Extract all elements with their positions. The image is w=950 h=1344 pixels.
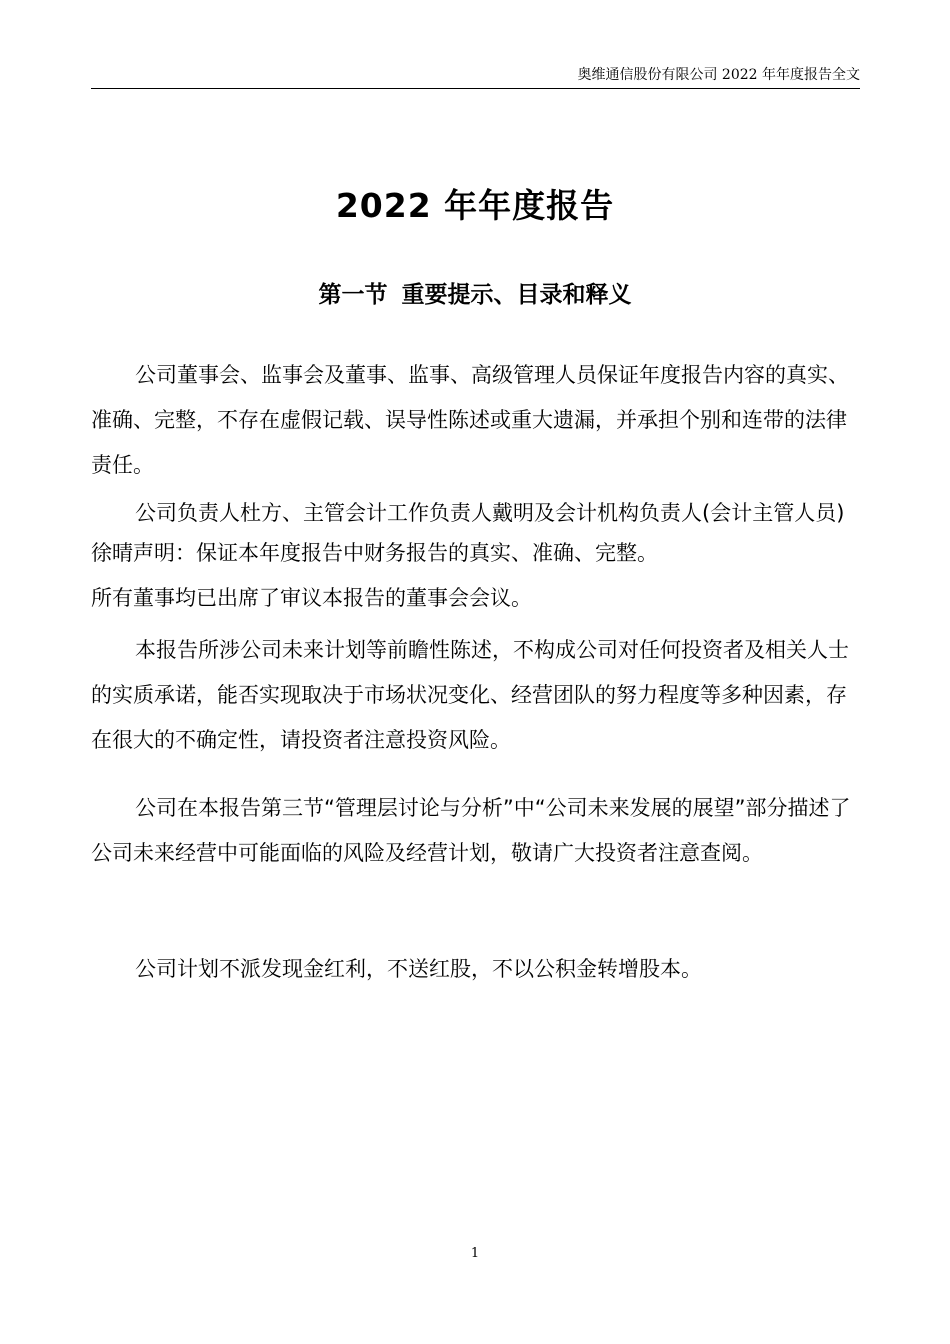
paragraph-board-guarantee: 公司董事会、监事会及董事、监事、高级管理人员保证年度报告内容的真实、准确、完整，不存在虚假记载、误导性陈述或重大遗漏，并承担个别和连带的法律责任。	[91, 363, 849, 477]
paragraph-forward-looking-statements: 本报告所涉公司未来计划等前瞻性陈述，不构成公司对任何投资者及相关人士的实质承诺，能否实现取决于市场状况变化、经营团队的努力程度等多种因素，存在很大的不确定性，请投资者注意投资风险。	[91, 638, 849, 752]
paragraph-responsible-persons-statement: 公司负责人杜方、主管会计工作负责人戴明及会计机构负责人(会计主管人员)徐晴声明：保证本年度报告中财务报告的真实、准确、完整。	[91, 501, 845, 565]
document-title: 2022 年年度报告	[335, 186, 615, 225]
section-heading: 第一节 重要提示、目录和释义	[318, 282, 632, 308]
page-number: 1	[470, 1246, 480, 1261]
running-header: 奥维通信股份有限公司 2022 年年度报告全文	[577, 67, 860, 83]
paragraph-board-attendance: 所有董事均已出席了审议本报告的董事会会议。	[91, 586, 532, 610]
header-divider	[91, 88, 860, 89]
paragraph-risk-reference: 公司在本报告第三节“管理层讨论与分析”中“公司未来发展的展望”部分描述了公司未来经营中可能面临的风险及经营计划，敬请广大投资者注意查阅。	[91, 796, 851, 865]
paragraph-dividend-plan: 公司计划不派发现金红利，不送红股，不以公积金转增股本。	[135, 957, 702, 981]
